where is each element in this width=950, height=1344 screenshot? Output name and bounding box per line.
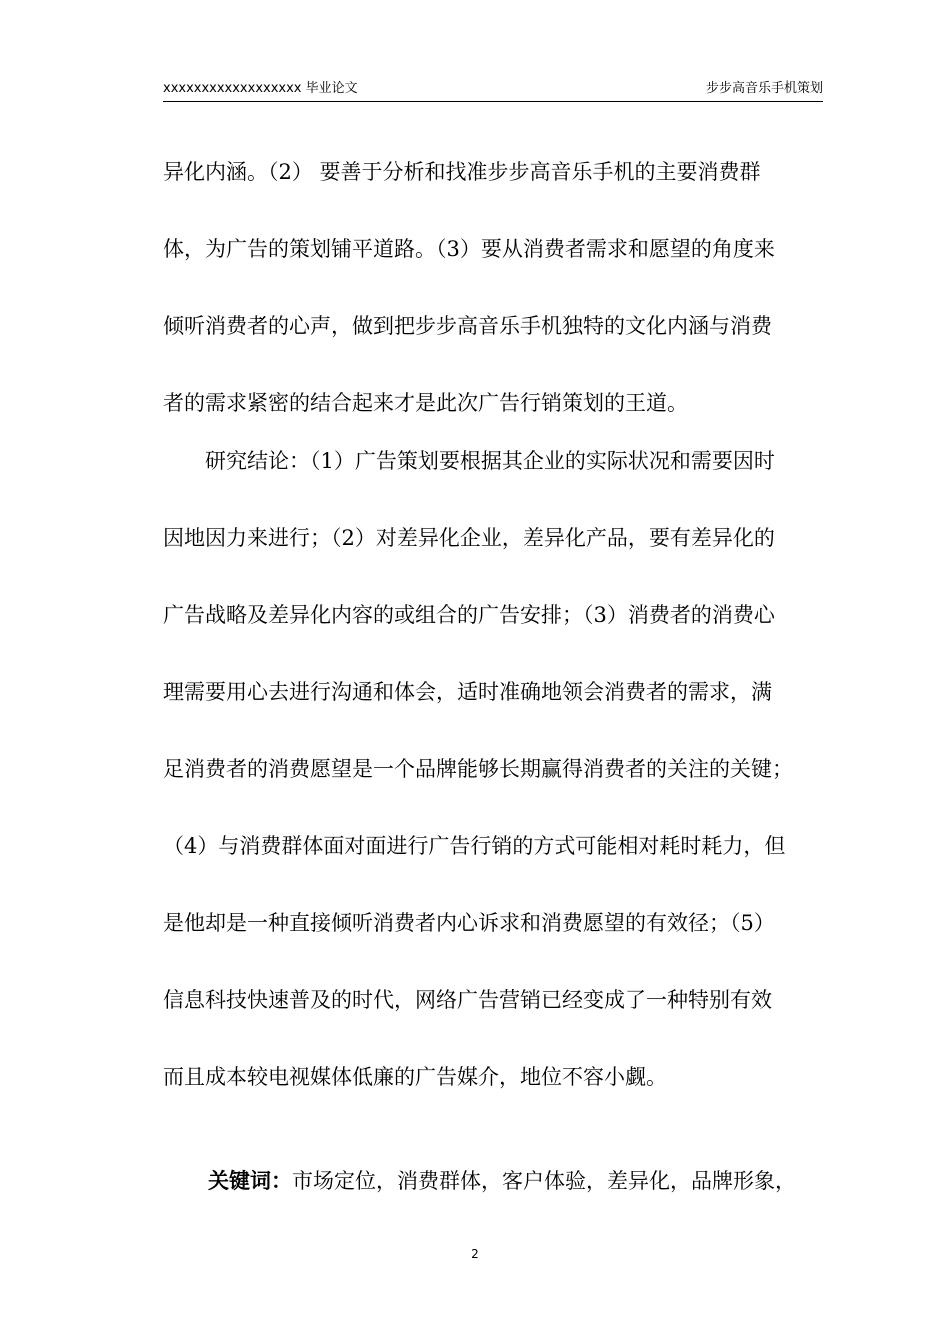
paragraph-line: 信息科技快速普及的时代，网络广告营销已经变成了一种特别有效 <box>163 988 772 1012</box>
paragraph-line: 足消费者的消费愿望是一个品牌能够长期赢得消费者的关注的关键； <box>163 757 793 781</box>
paragraph-line: 因地因力来进行；（2）对差异化企业，差异化产品，要有差异化的 <box>163 526 775 550</box>
paragraph-line: 异化内涵。（2） 要善于分析和找准步步高音乐手机的主要消费群 <box>163 160 761 184</box>
paragraph-line: 广告战略及差异化内容的或组合的广告安排；（3）消费者的消费心 <box>163 603 775 627</box>
paragraph-line: 是他却是一种直接倾听消费者内心诉求和消费愿望的有效径；（5） <box>163 911 775 935</box>
paragraph-line: 理需要用心去进行沟通和体会，适时准确地领会消费者的需求，满 <box>163 680 772 704</box>
paragraph-line: 研究结论：（1）广告策划要根据其企业的实际状况和需要因时 <box>205 449 775 473</box>
paragraph-line: 者的需求紧密的结合起来才是此次广告行销策划的王道。 <box>163 391 688 415</box>
page-header <box>163 79 823 102</box>
paragraph-line: 而且成本较电视媒体低廉的广告媒介，地位不容小觑。 <box>163 1065 667 1089</box>
paragraph-line: 倾听消费者的心声，做到把步步高音乐手机独特的文化内涵与消费 <box>163 314 772 338</box>
paragraph-line: 体，为广告的策划铺平道路。（3）要从消费者需求和愿望的角度来 <box>163 237 775 261</box>
header-school-title: xxxxxxxxxxxxxxxxxx 毕业论文 <box>163 81 358 96</box>
keywords-text: 市场定位，消费群体，客户体验，差异化，品牌形象， <box>292 1169 796 1193</box>
page-number: 2 <box>471 1247 479 1261</box>
header-thesis-title: 步步高音乐手机策划 <box>705 81 823 96</box>
keywords-line <box>208 1166 796 1196</box>
keywords-label: 关键词： <box>208 1169 292 1193</box>
paragraph-line: （4）与消费群体面对面进行广告行销的方式可能相对耗时耗力，但 <box>163 834 786 858</box>
